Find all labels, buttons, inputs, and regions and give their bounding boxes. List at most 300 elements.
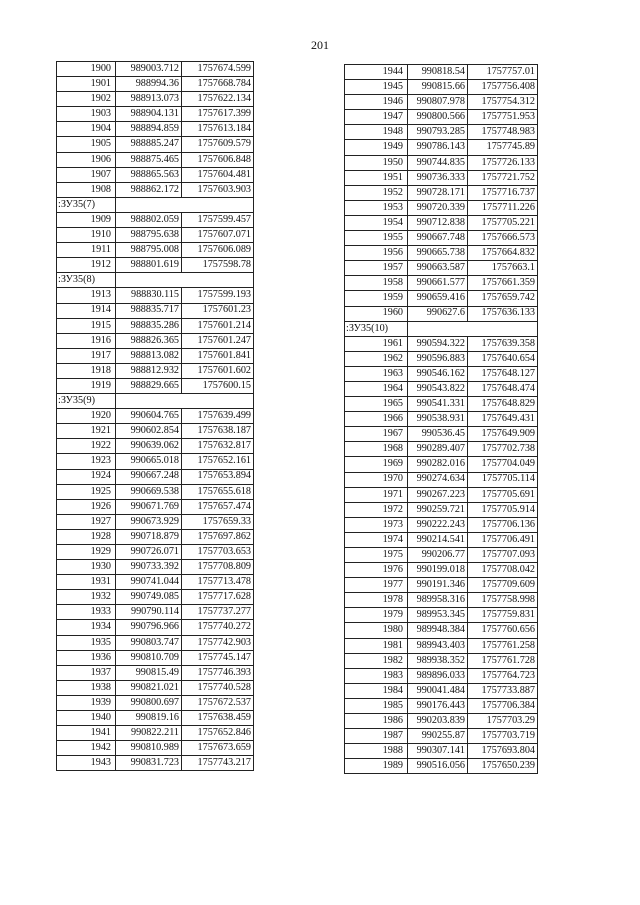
- table-row: [57, 318, 254, 333]
- y-coordinate-cell: 1757764.723: [468, 668, 538, 683]
- point-number-cell: 1960: [345, 306, 408, 321]
- y-coordinate-cell: 1757708.042: [468, 563, 538, 578]
- table-row: [345, 683, 538, 698]
- x-coordinate-cell: 990289.407: [408, 442, 468, 457]
- point-number-cell: 1979: [345, 608, 408, 623]
- x-coordinate-cell: 989938.352: [408, 653, 468, 668]
- point-number-cell: 1925: [57, 484, 116, 499]
- y-coordinate-cell: 1757659.33: [182, 514, 254, 529]
- table-row: [57, 711, 254, 726]
- x-coordinate-cell: 990536.45: [408, 427, 468, 442]
- point-number-cell: 1901: [57, 77, 116, 92]
- y-coordinate-cell: 1757599.193: [182, 288, 254, 303]
- table-row: [57, 378, 254, 393]
- table-row: [345, 698, 538, 713]
- point-number-cell: 1982: [345, 653, 408, 668]
- point-number-cell: 1989: [345, 759, 408, 774]
- point-number-cell: 1940: [57, 711, 116, 726]
- y-coordinate-cell: 1757606.848: [182, 152, 254, 167]
- x-coordinate-cell: 990206.77: [408, 548, 468, 563]
- x-coordinate-cell: 988812.932: [116, 363, 182, 378]
- x-coordinate-cell: 988830.115: [116, 288, 182, 303]
- point-number-cell: 1917: [57, 348, 116, 363]
- table-row: [57, 303, 254, 318]
- table-row: [57, 424, 254, 439]
- table-row: [345, 412, 538, 427]
- point-number-cell: 1934: [57, 620, 116, 635]
- table-row: [345, 215, 538, 230]
- x-coordinate-cell: 990790.114: [116, 605, 182, 620]
- table-row: [57, 333, 254, 348]
- coordinates-table-right: [344, 64, 538, 774]
- point-number-cell: 1931: [57, 575, 116, 590]
- x-coordinate-cell: 990718.879: [116, 529, 182, 544]
- point-number-cell: 1970: [345, 472, 408, 487]
- x-coordinate-cell: 990596.883: [408, 351, 468, 366]
- point-number-cell: 1904: [57, 122, 116, 137]
- point-number-cell: 1936: [57, 650, 116, 665]
- x-coordinate-cell: 988865.563: [116, 167, 182, 182]
- x-coordinate-cell: 990191.346: [408, 578, 468, 593]
- point-number-cell: 1957: [345, 261, 408, 276]
- x-coordinate-cell: 988801.619: [116, 258, 182, 273]
- table-row: [345, 563, 538, 578]
- table-row: [345, 759, 538, 774]
- table-row: [345, 638, 538, 653]
- y-coordinate-cell: 1757649.431: [468, 412, 538, 427]
- y-coordinate-cell: 1757756.408: [468, 80, 538, 95]
- coordinates-table-left-body: [57, 62, 254, 771]
- x-coordinate-cell: 990822.211: [116, 726, 182, 741]
- y-coordinate-cell: 1757706.136: [468, 517, 538, 532]
- point-number-cell: 1980: [345, 623, 408, 638]
- y-coordinate-cell: 1757604.481: [182, 167, 254, 182]
- point-number-cell: 1977: [345, 578, 408, 593]
- y-coordinate-cell: 1757705.914: [468, 502, 538, 517]
- x-coordinate-cell: 989958.316: [408, 593, 468, 608]
- y-coordinate-cell: 1757745.147: [182, 650, 254, 665]
- table-row: [345, 155, 538, 170]
- point-number-cell: 1948: [345, 125, 408, 140]
- y-coordinate-cell: 1757743.217: [182, 756, 254, 771]
- table-row: [345, 744, 538, 759]
- x-coordinate-cell: 988829.665: [116, 378, 182, 393]
- y-coordinate-cell: 1757704.049: [468, 457, 538, 472]
- x-coordinate-cell: 988862.172: [116, 182, 182, 197]
- point-number-cell: 1987: [345, 729, 408, 744]
- table-row: [57, 107, 254, 122]
- x-coordinate-cell: 990786.143: [408, 140, 468, 155]
- x-coordinate-cell: 990803.747: [116, 635, 182, 650]
- y-coordinate-cell: 1757639.358: [468, 336, 538, 351]
- table-row: [345, 231, 538, 246]
- point-number-cell: 1912: [57, 258, 116, 273]
- x-coordinate-cell: 990663.587: [408, 261, 468, 276]
- point-number-cell: 1988: [345, 744, 408, 759]
- section-header-row: [57, 273, 254, 288]
- point-number-cell: 1928: [57, 529, 116, 544]
- x-coordinate-cell: 990712.838: [408, 215, 468, 230]
- y-coordinate-cell: 1757761.258: [468, 638, 538, 653]
- y-coordinate-cell: 1757607.071: [182, 228, 254, 243]
- table-row: [57, 605, 254, 620]
- table-row: [57, 348, 254, 363]
- point-number-cell: 1927: [57, 514, 116, 529]
- table-row: [57, 182, 254, 197]
- y-coordinate-cell: 1757599.457: [182, 212, 254, 227]
- y-coordinate-cell: 1757639.499: [182, 409, 254, 424]
- table-row: [57, 137, 254, 152]
- x-coordinate-cell: 990673.929: [116, 514, 182, 529]
- y-coordinate-cell: 1757708.809: [182, 560, 254, 575]
- table-row: [57, 288, 254, 303]
- x-coordinate-cell: 990720.339: [408, 200, 468, 215]
- y-coordinate-cell: 1757693.804: [468, 744, 538, 759]
- x-coordinate-cell: 990665.018: [116, 454, 182, 469]
- y-coordinate-cell: 1757745.89: [468, 140, 538, 155]
- x-coordinate-cell: 990627.6: [408, 306, 468, 321]
- point-number-cell: 1922: [57, 439, 116, 454]
- y-coordinate-cell: 1757703.719: [468, 729, 538, 744]
- x-coordinate-cell: 990736.333: [408, 170, 468, 185]
- x-coordinate-cell: 990604.765: [116, 409, 182, 424]
- x-coordinate-cell: 990749.085: [116, 590, 182, 605]
- x-coordinate-cell: 990259.721: [408, 502, 468, 517]
- x-coordinate-cell: 990214.541: [408, 532, 468, 547]
- y-coordinate-cell: 1757613.184: [182, 122, 254, 137]
- point-number-cell: 1951: [345, 170, 408, 185]
- x-coordinate-cell: 988885.247: [116, 137, 182, 152]
- point-number-cell: 1964: [345, 381, 408, 396]
- table-row: [57, 545, 254, 560]
- y-coordinate-cell: 1757713.478: [182, 575, 254, 590]
- x-coordinate-cell: 989896.033: [408, 668, 468, 683]
- table-row: [57, 484, 254, 499]
- table-row: [345, 532, 538, 547]
- point-number-cell: 1918: [57, 363, 116, 378]
- point-number-cell: 1945: [345, 80, 408, 95]
- table-row: [345, 608, 538, 623]
- y-coordinate-cell: 1757648.127: [468, 366, 538, 381]
- x-coordinate-cell: 990203.839: [408, 714, 468, 729]
- coordinates-table-left: [56, 61, 254, 771]
- y-coordinate-cell: 1757705.221: [468, 215, 538, 230]
- table-row: [345, 170, 538, 185]
- table-row: [57, 665, 254, 680]
- x-coordinate-cell: 988913.073: [116, 92, 182, 107]
- table-row: [345, 668, 538, 683]
- point-number-cell: 1911: [57, 243, 116, 258]
- x-coordinate-cell: 990222.243: [408, 517, 468, 532]
- y-coordinate-cell: 1757703.29: [468, 714, 538, 729]
- y-coordinate-cell: 1757638.187: [182, 424, 254, 439]
- y-coordinate-cell: 1757726.133: [468, 155, 538, 170]
- point-number-cell: 1909: [57, 212, 116, 227]
- y-coordinate-cell: 1757655.618: [182, 484, 254, 499]
- empty-cell: [408, 321, 538, 336]
- point-number-cell: 1932: [57, 590, 116, 605]
- point-number-cell: 1963: [345, 366, 408, 381]
- x-coordinate-cell: 990821.021: [116, 680, 182, 695]
- x-coordinate-cell: 988994.36: [116, 77, 182, 92]
- point-number-cell: 1956: [345, 246, 408, 261]
- x-coordinate-cell: 990810.709: [116, 650, 182, 665]
- table-row: [345, 442, 538, 457]
- y-coordinate-cell: 1757737.277: [182, 605, 254, 620]
- table-row: [345, 200, 538, 215]
- point-number-cell: 1933: [57, 605, 116, 620]
- x-coordinate-cell: 990667.748: [408, 231, 468, 246]
- point-number-cell: 1937: [57, 665, 116, 680]
- point-number-cell: 1930: [57, 560, 116, 575]
- point-number-cell: 1986: [345, 714, 408, 729]
- table-row: [57, 167, 254, 182]
- y-coordinate-cell: 1757650.239: [468, 759, 538, 774]
- table-row: [345, 427, 538, 442]
- section-header-row: [345, 321, 538, 336]
- y-coordinate-cell: 1757652.161: [182, 454, 254, 469]
- point-number-cell: 1914: [57, 303, 116, 318]
- table-row: [57, 741, 254, 756]
- y-coordinate-cell: 1757668.784: [182, 77, 254, 92]
- empty-cell: [116, 394, 254, 409]
- point-number-cell: 1916: [57, 333, 116, 348]
- x-coordinate-cell: 990818.54: [408, 65, 468, 80]
- x-coordinate-cell: 988795.638: [116, 228, 182, 243]
- table-row: [57, 650, 254, 665]
- point-number-cell: 1981: [345, 638, 408, 653]
- point-number-cell: 1913: [57, 288, 116, 303]
- y-coordinate-cell: 1757760.656: [468, 623, 538, 638]
- y-coordinate-cell: 1757659.742: [468, 291, 538, 306]
- point-number-cell: 1968: [345, 442, 408, 457]
- table-row: [57, 529, 254, 544]
- x-coordinate-cell: 990176.443: [408, 698, 468, 713]
- point-number-cell: 1919: [57, 378, 116, 393]
- y-coordinate-cell: 1757761.728: [468, 653, 538, 668]
- point-number-cell: 1985: [345, 698, 408, 713]
- table-row: [57, 152, 254, 167]
- x-coordinate-cell: 990282.016: [408, 457, 468, 472]
- point-number-cell: 1971: [345, 487, 408, 502]
- point-number-cell: 1938: [57, 680, 116, 695]
- point-number-cell: 1915: [57, 318, 116, 333]
- x-coordinate-cell: 990810.989: [116, 741, 182, 756]
- y-coordinate-cell: 1757598.78: [182, 258, 254, 273]
- x-coordinate-cell: 990041.484: [408, 683, 468, 698]
- y-coordinate-cell: 1757733.887: [468, 683, 538, 698]
- table-row: [345, 110, 538, 125]
- y-coordinate-cell: 1757663.1: [468, 261, 538, 276]
- x-coordinate-cell: 988904.131: [116, 107, 182, 122]
- y-coordinate-cell: 1757697.862: [182, 529, 254, 544]
- point-number-cell: 1950: [345, 155, 408, 170]
- table-row: [345, 517, 538, 532]
- table-row: [57, 680, 254, 695]
- x-coordinate-cell: 990274.634: [408, 472, 468, 487]
- point-number-cell: 1935: [57, 635, 116, 650]
- table-row: [345, 397, 538, 412]
- point-number-cell: 1908: [57, 182, 116, 197]
- y-coordinate-cell: 1757640.654: [468, 351, 538, 366]
- point-number-cell: 1942: [57, 741, 116, 756]
- y-coordinate-cell: 1757657.474: [182, 499, 254, 514]
- x-coordinate-cell: 990541.331: [408, 397, 468, 412]
- table-row: [57, 92, 254, 107]
- table-row: [345, 729, 538, 744]
- x-coordinate-cell: 990659.416: [408, 291, 468, 306]
- x-coordinate-cell: 990793.285: [408, 125, 468, 140]
- x-coordinate-cell: 990744.835: [408, 155, 468, 170]
- point-number-cell: 1941: [57, 726, 116, 741]
- y-coordinate-cell: 1757754.312: [468, 95, 538, 110]
- x-coordinate-cell: 990815.66: [408, 80, 468, 95]
- point-number-cell: 1924: [57, 469, 116, 484]
- x-coordinate-cell: 990800.566: [408, 110, 468, 125]
- y-coordinate-cell: 1757716.737: [468, 185, 538, 200]
- table-row: [345, 291, 538, 306]
- section-label: :ЗУ35(9): [57, 394, 116, 409]
- point-number-cell: 1976: [345, 563, 408, 578]
- table-row: [57, 635, 254, 650]
- x-coordinate-cell: 990546.162: [408, 366, 468, 381]
- y-coordinate-cell: 1757709.609: [468, 578, 538, 593]
- section-label: :ЗУ35(7): [57, 197, 116, 212]
- table-row: [57, 409, 254, 424]
- table-row: [57, 228, 254, 243]
- x-coordinate-cell: 990307.141: [408, 744, 468, 759]
- table-row: [57, 620, 254, 635]
- y-coordinate-cell: 1757648.474: [468, 381, 538, 396]
- point-number-cell: 1974: [345, 532, 408, 547]
- y-coordinate-cell: 1757601.247: [182, 333, 254, 348]
- table-row: [345, 306, 538, 321]
- x-coordinate-cell: 990267.223: [408, 487, 468, 502]
- table-row: [345, 336, 538, 351]
- table-row: [345, 65, 538, 80]
- table-row: [57, 560, 254, 575]
- table-row: [345, 653, 538, 668]
- x-coordinate-cell: 990543.822: [408, 381, 468, 396]
- y-coordinate-cell: 1757661.359: [468, 276, 538, 291]
- x-coordinate-cell: 990199.018: [408, 563, 468, 578]
- table-row: [57, 499, 254, 514]
- point-number-cell: 1984: [345, 683, 408, 698]
- page-number: 201: [311, 38, 329, 52]
- y-coordinate-cell: 1757636.133: [468, 306, 538, 321]
- point-number-cell: 1954: [345, 215, 408, 230]
- y-coordinate-cell: 1757757.01: [468, 65, 538, 80]
- y-coordinate-cell: 1757703.653: [182, 545, 254, 560]
- x-coordinate-cell: 990602.854: [116, 424, 182, 439]
- x-coordinate-cell: 989003.712: [116, 62, 182, 77]
- y-coordinate-cell: 1757652.846: [182, 726, 254, 741]
- y-coordinate-cell: 1757717.628: [182, 590, 254, 605]
- point-number-cell: 1947: [345, 110, 408, 125]
- table-row: [345, 366, 538, 381]
- point-number-cell: 1975: [345, 548, 408, 563]
- point-number-cell: 1983: [345, 668, 408, 683]
- point-number-cell: 1952: [345, 185, 408, 200]
- section-label: :ЗУ35(10): [345, 321, 408, 336]
- x-coordinate-cell: 988813.082: [116, 348, 182, 363]
- x-coordinate-cell: 990667.248: [116, 469, 182, 484]
- x-coordinate-cell: 990733.392: [116, 560, 182, 575]
- point-number-cell: 1978: [345, 593, 408, 608]
- empty-cell: [116, 273, 254, 288]
- x-coordinate-cell: 990594.322: [408, 336, 468, 351]
- y-coordinate-cell: 1757609.579: [182, 137, 254, 152]
- y-coordinate-cell: 1757622.134: [182, 92, 254, 107]
- table-row: [345, 457, 538, 472]
- y-coordinate-cell: 1757673.659: [182, 741, 254, 756]
- x-coordinate-cell: 990671.769: [116, 499, 182, 514]
- point-number-cell: 1902: [57, 92, 116, 107]
- point-number-cell: 1906: [57, 152, 116, 167]
- point-number-cell: 1958: [345, 276, 408, 291]
- x-coordinate-cell: 990538.931: [408, 412, 468, 427]
- section-header-row: [57, 197, 254, 212]
- table-row: [57, 514, 254, 529]
- x-coordinate-cell: 988835.286: [116, 318, 182, 333]
- point-number-cell: 1926: [57, 499, 116, 514]
- point-number-cell: 1923: [57, 454, 116, 469]
- point-number-cell: 1966: [345, 412, 408, 427]
- point-number-cell: 1965: [345, 397, 408, 412]
- point-number-cell: 1955: [345, 231, 408, 246]
- table-row: [345, 261, 538, 276]
- point-number-cell: 1953: [345, 200, 408, 215]
- x-coordinate-cell: 990819.16: [116, 711, 182, 726]
- x-coordinate-cell: 988826.365: [116, 333, 182, 348]
- y-coordinate-cell: 1757649.909: [468, 427, 538, 442]
- table-row: [345, 472, 538, 487]
- table-row: [57, 590, 254, 605]
- empty-cell: [116, 197, 254, 212]
- y-coordinate-cell: 1757740.272: [182, 620, 254, 635]
- table-row: [57, 726, 254, 741]
- table-row: [345, 623, 538, 638]
- table-row: [345, 95, 538, 110]
- y-coordinate-cell: 1757601.23: [182, 303, 254, 318]
- x-coordinate-cell: 990815.49: [116, 665, 182, 680]
- y-coordinate-cell: 1757603.903: [182, 182, 254, 197]
- point-number-cell: 1905: [57, 137, 116, 152]
- table-row: [57, 695, 254, 710]
- point-number-cell: 1944: [345, 65, 408, 80]
- table-row: [345, 381, 538, 396]
- x-coordinate-cell: 990796.966: [116, 620, 182, 635]
- table-row: [345, 276, 538, 291]
- section-header-row: [57, 394, 254, 409]
- y-coordinate-cell: 1757706.491: [468, 532, 538, 547]
- y-coordinate-cell: 1757721.752: [468, 170, 538, 185]
- point-number-cell: 1946: [345, 95, 408, 110]
- y-coordinate-cell: 1757759.831: [468, 608, 538, 623]
- table-row: [345, 578, 538, 593]
- point-number-cell: 1943: [57, 756, 116, 771]
- y-coordinate-cell: 1757648.829: [468, 397, 538, 412]
- y-coordinate-cell: 1757702.738: [468, 442, 538, 457]
- table-row: [57, 454, 254, 469]
- y-coordinate-cell: 1757606.089: [182, 243, 254, 258]
- y-coordinate-cell: 1757617.399: [182, 107, 254, 122]
- table-row: [57, 575, 254, 590]
- x-coordinate-cell: 988795.008: [116, 243, 182, 258]
- x-coordinate-cell: 989953.345: [408, 608, 468, 623]
- table-row: [345, 140, 538, 155]
- point-number-cell: 1961: [345, 336, 408, 351]
